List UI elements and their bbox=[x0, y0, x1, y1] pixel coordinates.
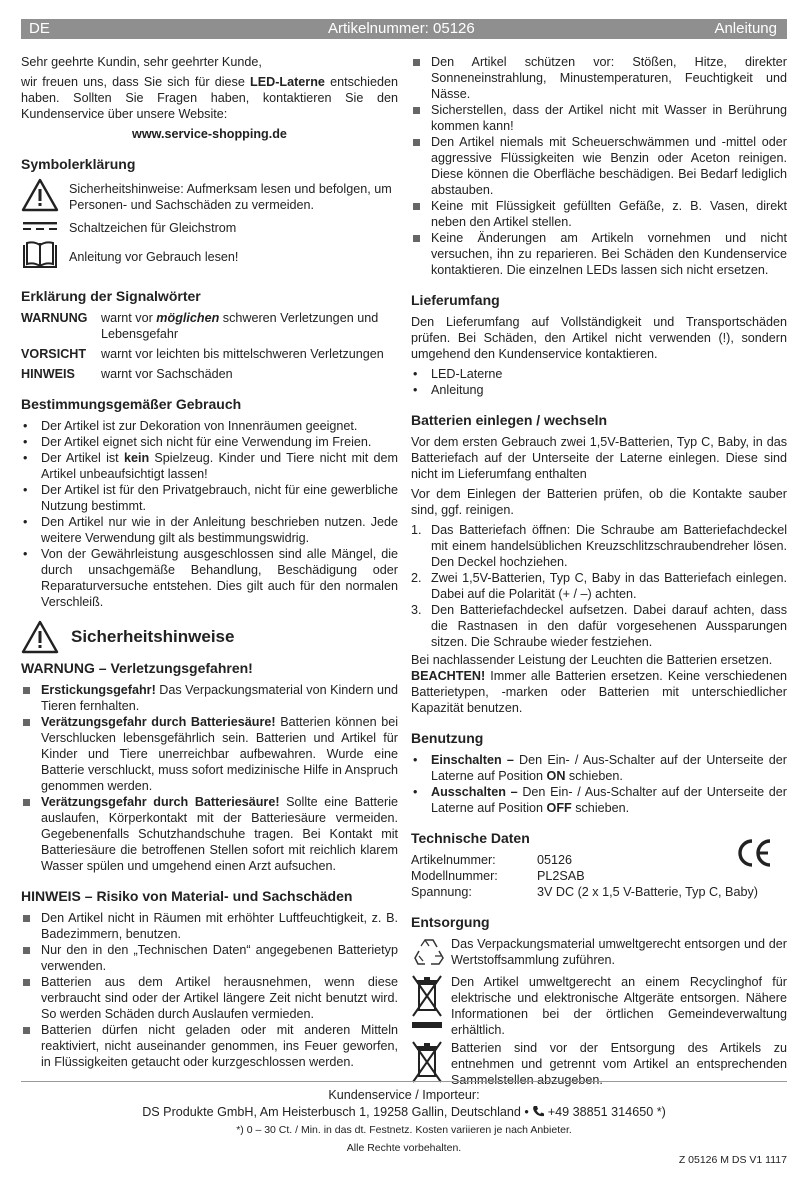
signal-heading: Erklärung der Signalwörter bbox=[21, 288, 201, 304]
delivery-heading: Lieferumfang bbox=[411, 292, 500, 308]
footer-company: DS Produkte GmbH, Am Heisterbusch 1, 19258 Gallin, Deutschland • +49 38851 314650 *) bbox=[142, 1105, 666, 1119]
symbol-warning: Sicherheitshinweise: Aufmerksam lesen und befolgen, um Personen- und Sachschäden zu vermeiden. bbox=[21, 178, 398, 216]
list-item: Erstickungsgefahr! Das Verpackungsmaterial von Kindern und Tieren fernhalten. bbox=[21, 682, 398, 714]
tech-key: Artikelnummer: bbox=[411, 853, 496, 867]
footer-rights: Alle Rechte vorbehalten. bbox=[346, 1142, 462, 1154]
symbol-dc: Schaltzeichen für Gleichstrom bbox=[21, 220, 398, 236]
list-item: Verätzungsgefahr durch Batteriesäure! Batterien können bei Verschlucken lebensgefährlich sein. Batterien und Artikel für Kinder und Tiere unerreichbar aufbewahren. Wurde eine Batterie verschluckt, muss sofort medizinische Hilfe in Anspruch genommen werden. bbox=[21, 714, 398, 794]
footer-label: Kundenservice / Importeur: bbox=[328, 1088, 480, 1102]
tech-key: Spannung: bbox=[411, 885, 472, 899]
battery-note: BEACHTEN! Immer alle Batterien ersetzen. Keine verschiedenen Batterietypen, -marken oder Batterien mit unterschiedlicher Kapazität benutzen. bbox=[411, 669, 787, 715]
delivery-list bbox=[411, 366, 787, 398]
website-link[interactable]: www.service-shopping.de bbox=[132, 127, 287, 141]
list-item: Batterien aus dem Artikel herausnehmen, wenn diese verbraucht sind oder der Artikel längere Zeit nicht benutzt wird. So werden Schäden durch Auslaufen vermieden. bbox=[21, 974, 398, 1022]
step-number: 3. bbox=[411, 603, 422, 617]
open-book-icon bbox=[21, 240, 59, 270]
battery-p3: Bei nachlassender Leistung der Leuchten die Batterien ersetzen. bbox=[411, 653, 773, 667]
step-item: 3. Den Batteriefachdeckel aufsetzen. Dabei darauf achten, dass die Rastnasen in den dafür vorgesehenen Aussparungen sitzen. Die Schraube wieder festziehen. bbox=[411, 603, 787, 649]
list-item: • LED-Laterne bbox=[411, 366, 787, 382]
footer-divider bbox=[21, 1081, 787, 1082]
safety-title: Sicherheitshinweise bbox=[21, 620, 398, 654]
header-title: Artikelnummer: 05126 bbox=[328, 20, 475, 37]
usage-list bbox=[21, 418, 398, 610]
tech-row bbox=[411, 884, 787, 900]
disposal-packaging: Das Verpackungsmaterial umweltgerecht entsorgen und der Wertstoffsammlung zuführen. bbox=[411, 936, 787, 972]
step-number: 1. bbox=[411, 523, 422, 537]
note-list-right bbox=[411, 54, 787, 278]
tech-table bbox=[411, 852, 787, 900]
ce-mark-icon bbox=[737, 838, 773, 868]
disposal-heading: Entsorgung bbox=[411, 914, 490, 930]
list-item: Keine Änderungen am Artikeln vornehmen und nicht versuchen, ihn zu reparieren. Bei Schäden den Kundenservice kontaktieren. Die einzelnen LEDs lassen sich nicht ersetzen. bbox=[411, 230, 787, 278]
list-item: Den Artikel schützen vor: Stößen, Hitze, direkter Sonneneinstrahlung, Minustemperaturen, Feuchtigkeit und Nässe. bbox=[411, 54, 787, 102]
delivery-text: Den Lieferumfang auf Vollständigkeit und Transportschäden prüfen. Bei Schäden, den Artikel nicht verwenden (!), sondern umgehend den Kundenservice kontaktieren. bbox=[411, 315, 787, 361]
step-item: 1. Das Batteriefach öffnen: Die Schraube am Batteriefachdeckel mit einem handelsüblichen Kreuzschlitzschraubendreher lösen. Den Deckel hochziehen. bbox=[411, 523, 787, 569]
list-item: • Den Artikel nur wie in der Anleitung beschrieben nutzen. Jede weitere Verwendung gilt als bestimmungswidrig. bbox=[21, 514, 398, 546]
header-lang: DE bbox=[29, 20, 50, 37]
tech-value: 3V DC (2 x 1,5 V-Batterie, Typ C, Baby) bbox=[537, 885, 758, 899]
tech-value: PL2SAB bbox=[537, 869, 585, 883]
signal-desc: warnt vor möglichen schweren Verletzungen und Lebensgefahr bbox=[101, 311, 379, 341]
list-item: • Der Artikel ist für den Privatgebrauch, nicht für eine gewerbliche Nutzung bestimmt. bbox=[21, 482, 398, 514]
battery-steps bbox=[411, 522, 787, 650]
signal-table bbox=[21, 310, 398, 382]
direct-current-icon bbox=[21, 220, 59, 232]
note-list-left bbox=[21, 910, 398, 1070]
signal-term: HINWEIS bbox=[21, 367, 75, 381]
signal-row bbox=[21, 310, 398, 342]
header-bar bbox=[21, 19, 787, 39]
warning-triangle-icon bbox=[21, 620, 59, 654]
signal-desc: warnt vor leichten bis mittelschweren Verletzungen bbox=[101, 347, 384, 361]
tech-key: Modellnummer: bbox=[411, 869, 498, 883]
tech-value: 05126 bbox=[537, 853, 573, 867]
operation-heading: Benutzung bbox=[411, 730, 484, 746]
list-item: • Anleitung bbox=[411, 382, 787, 398]
note-heading: HINWEIS – Risiko von Material- und Sachschäden bbox=[21, 888, 353, 904]
tech-row bbox=[411, 868, 787, 884]
list-item: Verätzungsgefahr durch Batteriesäure! Sollte eine Batterie auslaufen, Körperkontakt mit der Batteriesäure vermeiden. Gegebenenfalls Schutzhandschuhe tragen. Bei Kontakt mit Batteriesäure die betroffenen Stellen sofort mit reichlich klarem Wasser spülen und umgehend einen Arzt aufsuchen. bbox=[21, 794, 398, 874]
battery-heading: Batterien einlegen / wechseln bbox=[411, 412, 608, 428]
disposal-weee: Den Artikel umweltgerecht an einem Recyclinghof für elektrische und elektronische Altgeräte entsorgen. Nähere Informationen bei der örtlichen Gemeindeverwaltung erhältlich. bbox=[411, 974, 787, 1038]
battery-p1: Vor dem ersten Gebrauch zwei 1,5V-Batterien, Typ C, Baby, in das Batteriefach auf der Unterseite der Laterne einlegen. Diese sind nicht im Lieferumfang enthalten bbox=[411, 435, 787, 481]
signal-desc: warnt vor Sachschäden bbox=[101, 367, 233, 381]
crossed-bin-icon bbox=[411, 1040, 443, 1084]
footer-footnote: *) 0 – 30 Ct. / Min. in das dt. Festnetz. Kosten variieren je nach Anbieter. bbox=[236, 1124, 572, 1136]
signal-term: WARNUNG bbox=[21, 311, 88, 325]
list-item: • Der Artikel ist zur Dekoration von Innenräumen geeignet. bbox=[21, 418, 398, 434]
signal-term: VORSICHT bbox=[21, 347, 87, 361]
signal-row bbox=[21, 366, 398, 382]
crossed-bin-icon bbox=[411, 974, 443, 1032]
list-item: Batterien dürfen nicht geladen oder mit anderen Mitteln reaktiviert, nicht auseinander genommen, ins Feuer geworfen, in Flüssigkeiten getaucht oder kurzgeschlossen werden. bbox=[21, 1022, 398, 1070]
symbol-manual: Anleitung vor Gebrauch lesen! bbox=[21, 240, 398, 274]
header-doc-type: Anleitung bbox=[714, 20, 777, 37]
phone-icon bbox=[532, 1105, 544, 1117]
tech-heading: Technische Daten bbox=[411, 830, 530, 846]
list-item: Nur den in den „Technischen Daten“ angegebenen Batterietyp verwenden. bbox=[21, 942, 398, 974]
tech-row bbox=[411, 852, 787, 868]
list-item: Den Artikel nicht in Räumen mit erhöhter Luftfeuchtigkeit, z. B. Badezimmern, benutzen. bbox=[21, 910, 398, 942]
step-item: 2. Zwei 1,5V-Batterien, Typ C, Baby in das Batteriefach einlegen. Dabei auf die Polarität (+ / –) achten. bbox=[411, 571, 787, 601]
list-item: • Der Artikel eignet sich nicht für eine Verwendung im Freien. bbox=[21, 434, 398, 450]
step-number: 2. bbox=[411, 571, 422, 585]
intro-text: wir freuen uns, dass Sie sich für diese LED-Laterne entschieden haben. Sollten Sie Fragen haben, kontaktieren Sie den Kundenservice über unsere Website: bbox=[21, 75, 398, 121]
list-item: Keine mit Flüssigkeit gefüllten Gefäße, z. B. Vasen, direkt neben den Artikel stellen. bbox=[411, 198, 787, 230]
warning-list bbox=[21, 682, 398, 874]
left-column bbox=[21, 54, 398, 1070]
warning-triangle-icon bbox=[21, 178, 59, 212]
greeting: Sehr geehrte Kundin, sehr geehrter Kunde, bbox=[21, 55, 262, 69]
warning-heading: WARNUNG – Verletzungsgefahren! bbox=[21, 660, 253, 676]
right-column bbox=[411, 54, 787, 1090]
tech-section bbox=[411, 830, 787, 900]
list-item: • Der Artikel ist kein Spielzeug. Kinder und Tiere nicht mit dem Artikel unbeaufsichtigt lassen! bbox=[21, 450, 398, 482]
usage-heading: Bestimmungsgemäßer Gebrauch bbox=[21, 396, 242, 412]
list-item: • Ausschalten – Den Ein- / Aus-Schalter auf der Unterseite der Laterne auf Position OFF schieben. bbox=[411, 784, 787, 816]
list-item: Sicherstellen, dass der Artikel nicht mit Wasser in Berührung kommen kann! bbox=[411, 102, 787, 134]
list-item: Den Artikel niemals mit Scheuerschwämmen und -mittel oder aggressive Flüssigkeiten wie Benzin oder Aceton reinigen. Diese können die Oberfläche beschädigen. Bei Bedarf lediglich abstauben. bbox=[411, 134, 787, 198]
symbols-heading: Symbolerklärung bbox=[21, 156, 136, 172]
disposal-battery: Batterien sind vor der Entsorgung des Artikels zu entnehmen und getrennt vom Artikel an entsprechenden Sammelstellen abzugeben. bbox=[411, 1040, 787, 1088]
list-item: • Einschalten – Den Ein- / Aus-Schalter auf der Unterseite der Laterne auf Position ON schieben. bbox=[411, 752, 787, 784]
document-code: Z 05126 M DS V1 1117 bbox=[678, 1154, 787, 1166]
battery-p2: Vor dem Einlegen der Batterien prüfen, ob die Kontakte sauber sind, ggf. reinigen. bbox=[411, 487, 787, 517]
signal-row bbox=[21, 346, 398, 362]
operation-list bbox=[411, 752, 787, 816]
recycling-icon bbox=[411, 936, 447, 968]
list-item: • Von der Gewährleistung ausgeschlossen sind alle Mängel, die durch unsachgemäße Behandlung, Beschädigung oder Reparaturversuche entstehen. Dies gilt auch für den normalen Verschleiß. bbox=[21, 546, 398, 610]
